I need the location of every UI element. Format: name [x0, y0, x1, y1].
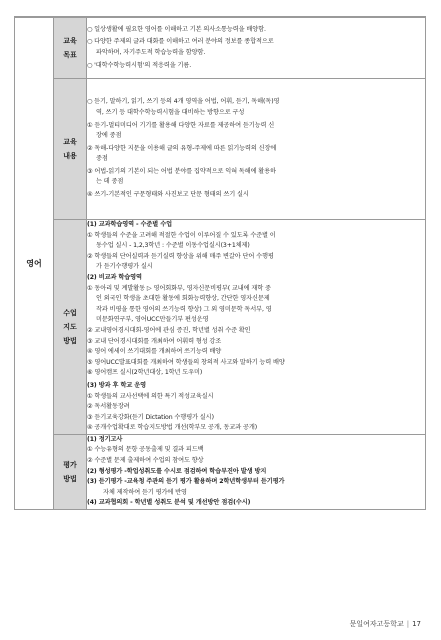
content-row [15, 79, 426, 220]
content-line: 역, 쓰기 등 대학수학능력시험을 대비하는 방향으로 구성 [96, 108, 245, 116]
content-line: ④ 쓰기-기본적인 구문형태와 사진보고 단문 형태의 쓰기 실시 [87, 191, 249, 199]
methods-line: ④ 공개수업확대로 학습지도방법 개선(학부모 공개, 동교과 공개) [87, 424, 258, 432]
content-line: ○ 듣기, 말하기, 읽기, 쓰기 등의 4개 영역을 어법, 어휘, 듣기, 독해(독)영 [87, 98, 280, 106]
methods-line: ① 동아리 및 계발활동 ▷ 영어회화부, 영자신문비평부( 교내에 재학 중 [87, 284, 271, 292]
evaluation-row [15, 434, 426, 509]
methods-line: ⑥ 영어캠프 실시(2학년대상, 1학년 도우미) [87, 369, 203, 377]
methods-line: 동수업 실시 - 1,2,3학년 : 수준별 이동수업실시(3+1체제) [96, 242, 250, 250]
evaluation-heading: (3) 듣기평가 -교육청 주관의 듣기 평가 활용하며 2학년학생부터 듣기평가 [87, 478, 285, 486]
evaluation-heading: (2) 형성평가 -학업성취도를 수시로 점검하여 학습부진아 발생 방지 [87, 467, 267, 475]
methods-line: ② 교내영어경시대회-영어에 관심 증진, 학년별 성취 수준 확인 [87, 326, 251, 334]
content-line: 는 데 중점 [96, 178, 124, 186]
page-footer [350, 619, 421, 629]
content-label: 교육 내용 [54, 79, 87, 220]
evaluation-body [87, 434, 426, 509]
methods-heading: (1) 교과학습영역 - 수준별 수업 [87, 221, 172, 228]
methods-line: 작과 비평을 통한 영어의 쓰기능력 향상) 그 외 영미문학 독서부, 영 [96, 305, 272, 313]
methods-line: ③ 듣기교육강화(듣기 Dictation 수행평가 실시) [87, 413, 214, 421]
evaluation-heading: (4) 교과협의회 - 학년별 성취도 분석 및 개선방안 점검(수시) [87, 499, 251, 507]
content-body [87, 79, 426, 220]
methods-heading: (2) 비교과 학습영역 [87, 273, 142, 281]
goal-line: ○ '대학수학능력시험'의 적응력을 기름. [87, 61, 192, 69]
methods-line: ② 학생들의 단어실력과 듣기실력 향상을 위해 매주 변갈아 단어 수행평 [87, 252, 274, 260]
methods-line: ① 학생들의 교사선택에 의한 특기 적성교육실시 [87, 392, 214, 400]
goals-label: 교육 목표 [54, 18, 87, 79]
methods-label: 수업 지도 방법 [54, 220, 87, 435]
methods-heading: (3) 방과 후 학교 운영 [87, 381, 147, 389]
goal-line: 파악하며, 자기주도적 학습능력을 함양함. [96, 49, 206, 56]
content-line: ② 독해-다양한 지문을 이용해 글의 유형-주제에 따른 읽기능력의 신장에 [87, 144, 277, 152]
methods-line: ② 독서활동장려 [87, 403, 130, 411]
methods-line: ④ 영어 에세이 쓰기대회를 개최하여 쓰기능력 배양 [87, 348, 222, 356]
evaluation-heading: (1) 정기고사 [87, 435, 123, 443]
goals-body [87, 18, 426, 79]
goal-line: ○ 다양한 주제의 글과 대화를 이해하고 여러 분야의 정보를 종합적으로 [87, 38, 274, 46]
evaluation-line: 자체 제작하여 듣기 평가에 반영 [103, 488, 187, 496]
methods-line: ⑤ 영어UCC발표대회를 개최하여 학생들의 창의적 사고와 말하기 능력 배양 [87, 358, 285, 366]
subject-label: 영어 [26, 259, 42, 269]
methods-line: 가 듣기수행평가 실시 [96, 263, 153, 271]
content-line: ③ 어법-읽기의 기본이 되는 어법 분야를 집약적으로 익혀 독해에 활용하 [87, 167, 276, 175]
subject-cell [15, 18, 54, 510]
goals-row [15, 18, 426, 79]
content-line: ① 듣기-멀티미디어 기기를 활용해 다양한 자료를 제공하여 듣기능력 신 [87, 121, 275, 129]
page-number: 17 [412, 620, 421, 628]
goal-line: ○ 일상생활에 필요한 영어를 이해하고 기본 의사소통능력을 배양함. [87, 25, 266, 33]
content-line: 장에 중점 [96, 132, 122, 140]
methods-row [15, 220, 426, 435]
methods-line: 인 외국인 학생을 초대한 활동에 회화능력향상, 간단한 영자신문제 [96, 295, 270, 303]
methods-line: ③ 교내 단어경시대회를 개최하여 어휘력 형성 강조 [87, 337, 222, 345]
evaluation-line: ① 수능유형의 문항 공동출제 및 결과 피드백 [87, 446, 204, 454]
content-line: 중점 [96, 155, 108, 163]
footer-school: 문일여자고등학교 [349, 620, 404, 628]
methods-line: ① 학생들의 수준을 고려해 적절한 수업이 이루어질 수 있도록 수준별 이 [87, 231, 276, 239]
footer-separator: | [406, 620, 410, 628]
curriculum-table [14, 17, 426, 510]
evaluation-line: ② 수준별 문제 출제하여 수업의 참여도 향상 [87, 457, 204, 465]
evaluation-label: 평가 방법 [54, 434, 87, 509]
methods-line: 미문화연구부, 영어UCC만들기부 편성운영 [96, 316, 209, 324]
methods-body [87, 220, 426, 435]
